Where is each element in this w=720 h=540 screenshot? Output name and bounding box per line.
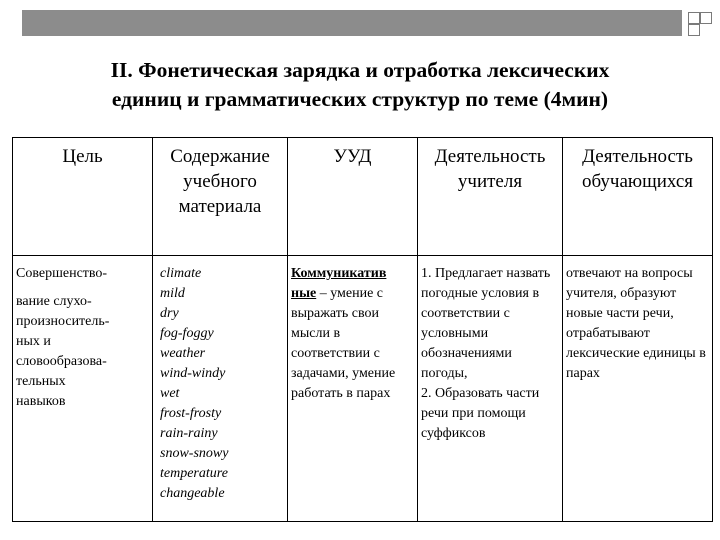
decorative-square [688, 24, 700, 36]
teacher-item-2: 2. Образовать части речи при помощи суффиксов [421, 386, 540, 441]
vocab-word: temperature [160, 466, 228, 481]
goal-line: произноситель- [16, 314, 110, 329]
uud-cell [288, 256, 418, 522]
slide-top-bar [22, 10, 682, 36]
student-activity-text: отвечают на вопросы учителя, образуют новые части речи, отрабатывают лексические единицы в парах [566, 266, 706, 381]
slide-title [0, 56, 720, 114]
student-activity-cell [563, 256, 713, 522]
header-content: Содержание учебного материала [153, 138, 288, 256]
goal-line: словообразова- [16, 354, 107, 369]
vocab-word: dry [160, 306, 179, 321]
header-student-activity: Деятельность обучающихся [563, 138, 713, 256]
vocab-word: rain-rainy [160, 426, 218, 441]
goal-line: тельных [16, 374, 66, 389]
vocab-word: wet [160, 386, 180, 401]
uud-text: – умение с выражать свои мысли в соответствии с задачами, умение работать в парах [291, 286, 396, 401]
vocab-word: frost-frosty [160, 406, 222, 421]
content-cell [153, 256, 288, 522]
vocab-word: changeable [160, 486, 225, 501]
decorative-square [700, 12, 712, 24]
goal-line: навыков [16, 394, 66, 409]
vocab-word: snow-snowy [160, 446, 229, 461]
table-row [13, 256, 713, 522]
header-goal: Цель [13, 138, 153, 256]
vocab-word: mild [160, 286, 185, 301]
header-uud: УУД [288, 138, 418, 256]
vocab-word: weather [160, 346, 206, 361]
vocab-word: fog-foggy [160, 326, 214, 341]
goal-line: вание слухо- [16, 294, 92, 309]
goal-line: Совершенство- [16, 266, 108, 281]
goal-cell [13, 256, 153, 522]
goal-line: ных и [16, 334, 51, 349]
teacher-activity-cell [418, 256, 563, 522]
lesson-table [12, 137, 713, 522]
header-teacher-activity: Деятельность учителя [418, 138, 563, 256]
table-header-row [13, 138, 713, 256]
title-line-2: единиц и грамматических структур по теме (4мин) [111, 87, 609, 111]
teacher-item-1: 1. Предлагает назвать погодные условия в соответствии с условными обозначениями погоды, [421, 266, 551, 381]
decorative-square [688, 12, 700, 24]
vocab-word: wind-windy [160, 366, 226, 381]
vocab-word: climate [160, 266, 202, 281]
uud-label: Коммуникатив ные [291, 266, 387, 301]
title-line-1: II. Фонетическая зарядка и отработка лексических [110, 58, 610, 82]
